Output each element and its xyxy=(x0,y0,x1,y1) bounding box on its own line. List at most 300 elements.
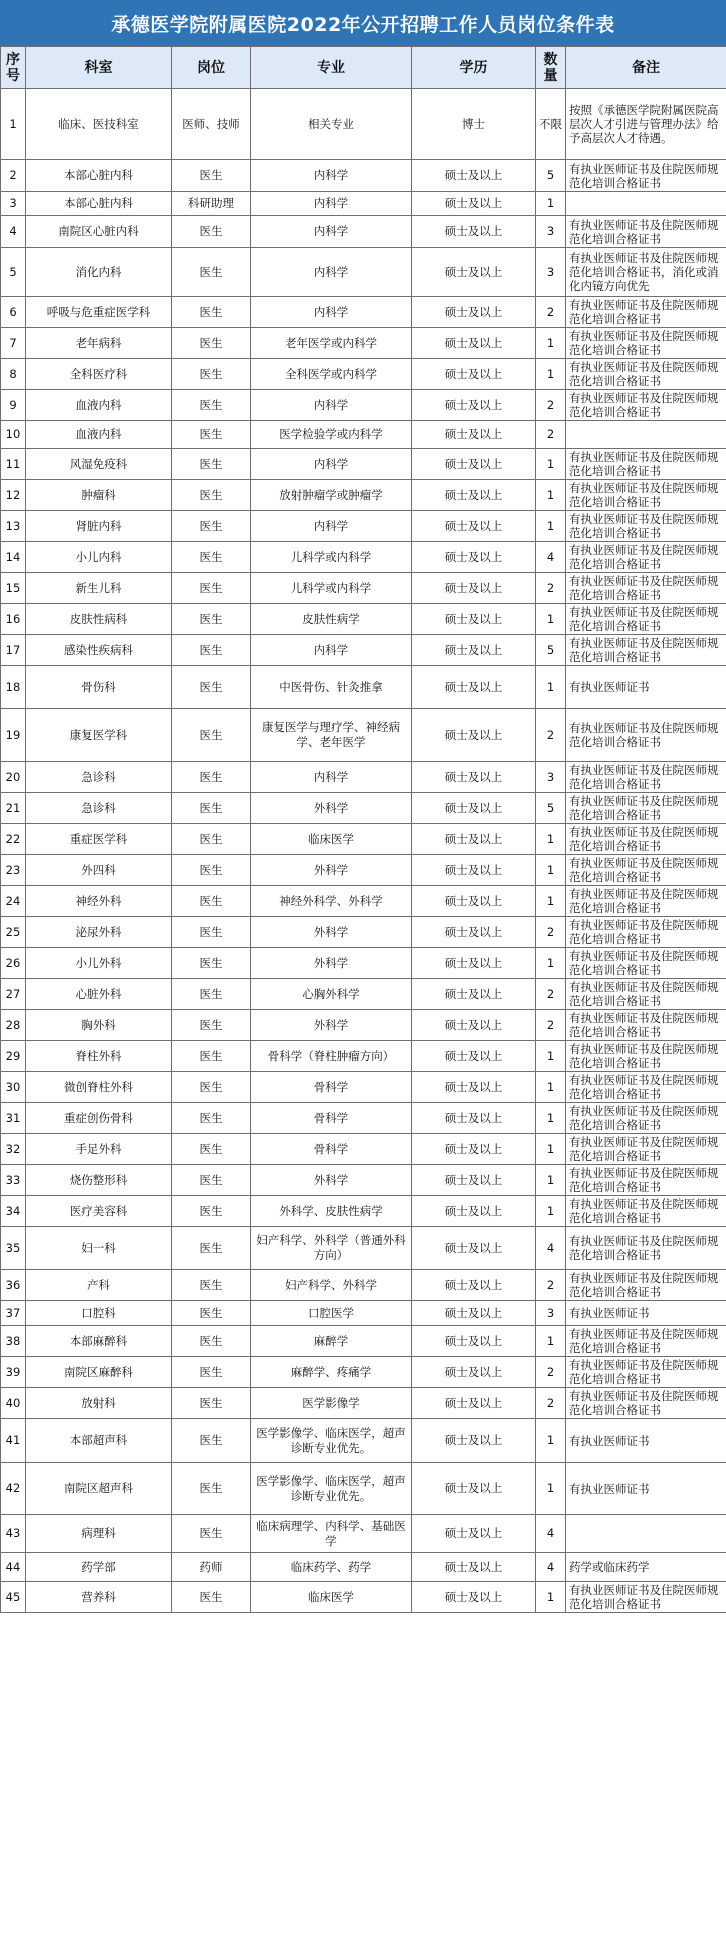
cell-post: 医生 xyxy=(172,421,251,449)
cell-dept: 本部麻醉科 xyxy=(26,1326,172,1357)
cell-note: 有执业医师证书及住院医师规范化培训合格证书 xyxy=(566,511,726,542)
cell-dept: 外四科 xyxy=(26,855,172,886)
table-row xyxy=(1,1227,726,1270)
cell-qty: 2 xyxy=(536,1270,566,1301)
cell-edu: 硕士及以上 xyxy=(412,359,536,390)
table-row xyxy=(1,1582,726,1613)
cell-edu: 硕士及以上 xyxy=(412,979,536,1010)
cell-dept: 手足外科 xyxy=(26,1134,172,1165)
cell-post: 医生 xyxy=(172,1270,251,1301)
header-edu: 学历 xyxy=(412,47,536,89)
cell-dept: 烧伤整形科 xyxy=(26,1165,172,1196)
cell-note: 有执业医师证书及住院医师规范化培训合格证书 xyxy=(566,1041,726,1072)
cell-dept: 骨伤科 xyxy=(26,666,172,709)
cell-major: 康复医学与理疗学、神经病学、老年医学 xyxy=(251,709,412,762)
cell-post: 医生 xyxy=(172,160,251,192)
cell-major: 口腔医学 xyxy=(251,1301,412,1326)
table-row xyxy=(1,917,726,948)
cell-dept: 临床、医技科室 xyxy=(26,89,172,160)
table-row xyxy=(1,793,726,824)
cell-dept: 医疗美容科 xyxy=(26,1196,172,1227)
cell-note: 有执业医师证书及住院医师规范化培训合格证书 xyxy=(566,917,726,948)
cell-edu: 硕士及以上 xyxy=(412,421,536,449)
cell-dept: 呼吸与危重症医学科 xyxy=(26,297,172,328)
cell-post: 医生 xyxy=(172,666,251,709)
cell-post: 医生 xyxy=(172,635,251,666)
cell-note: 有执业医师证书及住院医师规范化培训合格证书 xyxy=(566,1270,726,1301)
cell-edu: 硕士及以上 xyxy=(412,1103,536,1134)
cell-note: 有执业医师证书及住院医师规范化培训合格证书 xyxy=(566,1134,726,1165)
cell-dept: 心脏外科 xyxy=(26,979,172,1010)
cell-qty: 1 xyxy=(536,1196,566,1227)
cell-qty: 1 xyxy=(536,1041,566,1072)
cell-edu: 硕士及以上 xyxy=(412,1388,536,1419)
cell-no: 41 xyxy=(1,1419,26,1463)
cell-edu: 硕士及以上 xyxy=(412,855,536,886)
cell-dept: 本部心脏内科 xyxy=(26,160,172,192)
cell-no: 42 xyxy=(1,1463,26,1515)
cell-major: 心胸外科学 xyxy=(251,979,412,1010)
cell-major: 内科学 xyxy=(251,297,412,328)
cell-note: 有执业医师证书及住院医师规范化培训合格证书 xyxy=(566,480,726,511)
cell-no: 20 xyxy=(1,762,26,793)
cell-note: 有执业医师证书及住院医师规范化培训合格证书 xyxy=(566,762,726,793)
cell-note: 有执业医师证书及住院医师规范化培训合格证书 xyxy=(566,793,726,824)
cell-edu: 硕士及以上 xyxy=(412,1582,536,1613)
cell-major: 妇产科学、外科学（普通外科方向） xyxy=(251,1227,412,1270)
table-row xyxy=(1,1270,726,1301)
cell-major: 外科学 xyxy=(251,948,412,979)
cell-edu: 硕士及以上 xyxy=(412,1301,536,1326)
cell-major: 医学影像学、临床医学，超声诊断专业优先。 xyxy=(251,1419,412,1463)
cell-no: 19 xyxy=(1,709,26,762)
cell-major: 老年医学或内科学 xyxy=(251,328,412,359)
cell-major: 相关专业 xyxy=(251,89,412,160)
cell-qty: 1 xyxy=(536,449,566,480)
cell-major: 内科学 xyxy=(251,248,412,297)
cell-no: 33 xyxy=(1,1165,26,1196)
cell-no: 32 xyxy=(1,1134,26,1165)
cell-dept: 胸外科 xyxy=(26,1010,172,1041)
cell-no: 13 xyxy=(1,511,26,542)
cell-major: 内科学 xyxy=(251,192,412,216)
table-row xyxy=(1,390,726,421)
table-row xyxy=(1,449,726,480)
cell-dept: 急诊科 xyxy=(26,793,172,824)
cell-post: 医生 xyxy=(172,1041,251,1072)
cell-edu: 硕士及以上 xyxy=(412,886,536,917)
cell-post: 医生 xyxy=(172,1165,251,1196)
cell-dept: 老年病科 xyxy=(26,328,172,359)
cell-edu: 硕士及以上 xyxy=(412,511,536,542)
cell-dept: 小儿外科 xyxy=(26,948,172,979)
header-major: 专业 xyxy=(251,47,412,89)
cell-post: 医生 xyxy=(172,1419,251,1463)
cell-major: 外科学 xyxy=(251,917,412,948)
cell-qty: 不限 xyxy=(536,89,566,160)
table-row xyxy=(1,1326,726,1357)
cell-dept: 重症创伤骨科 xyxy=(26,1103,172,1134)
table-row xyxy=(1,1196,726,1227)
cell-edu: 硕士及以上 xyxy=(412,573,536,604)
cell-dept: 本部超声科 xyxy=(26,1419,172,1463)
cell-no: 35 xyxy=(1,1227,26,1270)
cell-note: 按照《承德医学院附属医院高层次人才引进与管理办法》给予高层次人才待遇。 xyxy=(566,89,726,160)
cell-qty: 2 xyxy=(536,1010,566,1041)
cell-major: 外科学、皮肤性病学 xyxy=(251,1196,412,1227)
cell-major: 医学检验学或内科学 xyxy=(251,421,412,449)
table-header-row xyxy=(1,47,726,89)
cell-qty: 5 xyxy=(536,793,566,824)
cell-dept: 病理科 xyxy=(26,1515,172,1553)
cell-qty: 1 xyxy=(536,1072,566,1103)
cell-note: 有执业医师证书及住院医师规范化培训合格证书 xyxy=(566,824,726,855)
cell-no: 31 xyxy=(1,1103,26,1134)
cell-note: 有执业医师证书及住院医师规范化培训合格证书 xyxy=(566,542,726,573)
cell-note: 有执业医师证书 xyxy=(566,666,726,709)
cell-edu: 硕士及以上 xyxy=(412,635,536,666)
cell-post: 医生 xyxy=(172,1134,251,1165)
cell-no: 17 xyxy=(1,635,26,666)
cell-edu: 博士 xyxy=(412,89,536,160)
cell-qty: 1 xyxy=(536,855,566,886)
cell-qty: 4 xyxy=(536,1515,566,1553)
cell-major: 内科学 xyxy=(251,390,412,421)
cell-qty: 1 xyxy=(536,948,566,979)
cell-dept: 脊柱外科 xyxy=(26,1041,172,1072)
cell-edu: 硕士及以上 xyxy=(412,1196,536,1227)
cell-post: 医生 xyxy=(172,1388,251,1419)
cell-no: 36 xyxy=(1,1270,26,1301)
cell-no: 10 xyxy=(1,421,26,449)
cell-major: 儿科学或内科学 xyxy=(251,573,412,604)
cell-note: 有执业医师证书及住院医师规范化培训合格证书 xyxy=(566,573,726,604)
cell-major: 麻醉学、疼痛学 xyxy=(251,1357,412,1388)
table-row xyxy=(1,1463,726,1515)
cell-qty: 1 xyxy=(536,1419,566,1463)
cell-dept: 急诊科 xyxy=(26,762,172,793)
cell-major: 医学影像学 xyxy=(251,1388,412,1419)
cell-major: 外科学 xyxy=(251,855,412,886)
cell-note: 有执业医师证书及住院医师规范化培训合格证书 xyxy=(566,948,726,979)
cell-qty: 2 xyxy=(536,709,566,762)
page-title: 承德医学院附属医院2022年公开招聘工作人员岗位条件表 xyxy=(0,0,726,47)
cell-no: 37 xyxy=(1,1301,26,1326)
cell-edu: 硕士及以上 xyxy=(412,793,536,824)
cell-note: 有执业医师证书 xyxy=(566,1301,726,1326)
cell-edu: 硕士及以上 xyxy=(412,666,536,709)
table-row xyxy=(1,1134,726,1165)
header-qty: 数量 xyxy=(536,47,566,89)
cell-post: 医生 xyxy=(172,1196,251,1227)
table-row xyxy=(1,248,726,297)
cell-qty: 1 xyxy=(536,1582,566,1613)
cell-major: 内科学 xyxy=(251,511,412,542)
cell-major: 中医骨伤、针灸推拿 xyxy=(251,666,412,709)
table-row xyxy=(1,297,726,328)
cell-qty: 2 xyxy=(536,1388,566,1419)
cell-dept: 血液内科 xyxy=(26,390,172,421)
cell-post: 医生 xyxy=(172,886,251,917)
cell-qty: 2 xyxy=(536,421,566,449)
table-row xyxy=(1,886,726,917)
cell-note: 有执业医师证书及住院医师规范化培训合格证书，消化或消化内镜方向优先 xyxy=(566,248,726,297)
cell-edu: 硕士及以上 xyxy=(412,1463,536,1515)
table-row xyxy=(1,979,726,1010)
cell-post: 医生 xyxy=(172,793,251,824)
cell-no: 15 xyxy=(1,573,26,604)
cell-edu: 硕士及以上 xyxy=(412,1165,536,1196)
cell-qty: 1 xyxy=(536,604,566,635)
table-row xyxy=(1,89,726,160)
cell-post: 医生 xyxy=(172,917,251,948)
cell-qty: 2 xyxy=(536,1357,566,1388)
table-row xyxy=(1,511,726,542)
cell-post: 医生 xyxy=(172,1326,251,1357)
cell-no: 26 xyxy=(1,948,26,979)
cell-note: 有执业医师证书及住院医师规范化培训合格证书 xyxy=(566,604,726,635)
cell-major: 外科学 xyxy=(251,1165,412,1196)
cell-dept: 微创脊柱外科 xyxy=(26,1072,172,1103)
cell-dept: 风湿免疫科 xyxy=(26,449,172,480)
cell-post: 医生 xyxy=(172,855,251,886)
cell-qty: 2 xyxy=(536,390,566,421)
cell-qty: 5 xyxy=(536,160,566,192)
cell-edu: 硕士及以上 xyxy=(412,297,536,328)
cell-qty: 4 xyxy=(536,1227,566,1270)
cell-edu: 硕士及以上 xyxy=(412,762,536,793)
cell-note: 有执业医师证书及住院医师规范化培训合格证书 xyxy=(566,1357,726,1388)
cell-qty: 2 xyxy=(536,979,566,1010)
cell-note: 有执业医师证书 xyxy=(566,1419,726,1463)
cell-post: 医生 xyxy=(172,573,251,604)
cell-no: 7 xyxy=(1,328,26,359)
cell-dept: 感染性疾病科 xyxy=(26,635,172,666)
cell-dept: 肿瘤科 xyxy=(26,480,172,511)
cell-post: 医生 xyxy=(172,604,251,635)
cell-dept: 放射科 xyxy=(26,1388,172,1419)
cell-note: 有执业医师证书及住院医师规范化培训合格证书 xyxy=(566,709,726,762)
recruitment-table xyxy=(0,46,726,1613)
cell-major: 内科学 xyxy=(251,635,412,666)
cell-edu: 硕士及以上 xyxy=(412,1553,536,1582)
cell-qty: 3 xyxy=(536,248,566,297)
cell-post: 医生 xyxy=(172,359,251,390)
cell-post: 医生 xyxy=(172,1515,251,1553)
cell-dept: 营养科 xyxy=(26,1582,172,1613)
cell-note: 有执业医师证书及住院医师规范化培训合格证书 xyxy=(566,979,726,1010)
cell-dept: 皮肤性病科 xyxy=(26,604,172,635)
cell-note: 有执业医师证书及住院医师规范化培训合格证书 xyxy=(566,1388,726,1419)
cell-qty: 1 xyxy=(536,1165,566,1196)
cell-no: 27 xyxy=(1,979,26,1010)
cell-dept: 产科 xyxy=(26,1270,172,1301)
cell-post: 医生 xyxy=(172,328,251,359)
cell-edu: 硕士及以上 xyxy=(412,248,536,297)
table-row xyxy=(1,1041,726,1072)
cell-major: 内科学 xyxy=(251,762,412,793)
cell-dept: 神经外科 xyxy=(26,886,172,917)
cell-qty: 1 xyxy=(536,511,566,542)
cell-post: 医生 xyxy=(172,948,251,979)
cell-dept: 南院区麻醉科 xyxy=(26,1357,172,1388)
cell-no: 44 xyxy=(1,1553,26,1582)
cell-edu: 硕士及以上 xyxy=(412,1134,536,1165)
cell-major: 骨科学 xyxy=(251,1134,412,1165)
cell-note: 有执业医师证书及住院医师规范化培训合格证书 xyxy=(566,359,726,390)
cell-major: 皮肤性病学 xyxy=(251,604,412,635)
cell-major: 临床病理学、内科学、基础医学 xyxy=(251,1515,412,1553)
cell-post: 医生 xyxy=(172,1072,251,1103)
cell-dept: 泌尿外科 xyxy=(26,917,172,948)
cell-post: 医生 xyxy=(172,1227,251,1270)
cell-edu: 硕士及以上 xyxy=(412,542,536,573)
cell-note: 有执业医师证书及住院医师规范化培训合格证书 xyxy=(566,449,726,480)
table-row xyxy=(1,1419,726,1463)
table-row xyxy=(1,328,726,359)
cell-note: 有执业医师证书及住院医师规范化培训合格证书 xyxy=(566,1010,726,1041)
cell-major: 临床药学、药学 xyxy=(251,1553,412,1582)
table-body xyxy=(1,89,726,1613)
cell-qty: 1 xyxy=(536,328,566,359)
cell-edu: 硕士及以上 xyxy=(412,824,536,855)
cell-note: 有执业医师证书及住院医师规范化培训合格证书 xyxy=(566,635,726,666)
cell-qty: 3 xyxy=(536,762,566,793)
table-row xyxy=(1,635,726,666)
cell-no: 34 xyxy=(1,1196,26,1227)
cell-edu: 硕士及以上 xyxy=(412,328,536,359)
cell-no: 11 xyxy=(1,449,26,480)
cell-dept: 血液内科 xyxy=(26,421,172,449)
cell-no: 45 xyxy=(1,1582,26,1613)
header-note: 备注 xyxy=(566,47,726,89)
cell-no: 5 xyxy=(1,248,26,297)
table-row xyxy=(1,1515,726,1553)
cell-no: 8 xyxy=(1,359,26,390)
cell-major: 儿科学或内科学 xyxy=(251,542,412,573)
cell-edu: 硕士及以上 xyxy=(412,1326,536,1357)
cell-no: 1 xyxy=(1,89,26,160)
cell-no: 14 xyxy=(1,542,26,573)
table-row xyxy=(1,604,726,635)
cell-note: 有执业医师证书及住院医师规范化培训合格证书 xyxy=(566,328,726,359)
table-row xyxy=(1,1072,726,1103)
cell-note: 有执业医师证书及住院医师规范化培训合格证书 xyxy=(566,216,726,248)
cell-no: 39 xyxy=(1,1357,26,1388)
header-post: 岗位 xyxy=(172,47,251,89)
cell-dept: 消化内科 xyxy=(26,248,172,297)
table-row xyxy=(1,824,726,855)
cell-post: 医生 xyxy=(172,824,251,855)
table-row xyxy=(1,1301,726,1326)
cell-no: 30 xyxy=(1,1072,26,1103)
cell-dept: 南院区心脏内科 xyxy=(26,216,172,248)
table-row xyxy=(1,1388,726,1419)
cell-major: 麻醉学 xyxy=(251,1326,412,1357)
cell-post: 医生 xyxy=(172,979,251,1010)
cell-edu: 硕士及以上 xyxy=(412,160,536,192)
cell-note: 有执业医师证书及住院医师规范化培训合格证书 xyxy=(566,1196,726,1227)
cell-no: 12 xyxy=(1,480,26,511)
table-row xyxy=(1,709,726,762)
cell-qty: 4 xyxy=(536,542,566,573)
cell-qty: 1 xyxy=(536,886,566,917)
cell-edu: 硕士及以上 xyxy=(412,192,536,216)
cell-edu: 硕士及以上 xyxy=(412,216,536,248)
cell-major: 外科学 xyxy=(251,793,412,824)
cell-note: 有执业医师证书及住院医师规范化培训合格证书 xyxy=(566,390,726,421)
table-row xyxy=(1,542,726,573)
cell-edu: 硕士及以上 xyxy=(412,604,536,635)
cell-qty: 2 xyxy=(536,297,566,328)
header-dept: 科室 xyxy=(26,47,172,89)
table-row xyxy=(1,573,726,604)
cell-no: 2 xyxy=(1,160,26,192)
cell-major: 骨科学（脊柱肿瘤方向） xyxy=(251,1041,412,1072)
cell-note: 有执业医师证书及住院医师规范化培训合格证书 xyxy=(566,1326,726,1357)
header-no: 序号 xyxy=(1,47,26,89)
cell-dept: 口腔科 xyxy=(26,1301,172,1326)
cell-edu: 硕士及以上 xyxy=(412,1227,536,1270)
cell-note: 有执业医师证书及住院医师规范化培训合格证书 xyxy=(566,855,726,886)
cell-no: 6 xyxy=(1,297,26,328)
cell-post: 医生 xyxy=(172,449,251,480)
cell-major: 内科学 xyxy=(251,160,412,192)
cell-qty: 1 xyxy=(536,1103,566,1134)
cell-major: 外科学 xyxy=(251,1010,412,1041)
table-row xyxy=(1,1165,726,1196)
cell-qty: 2 xyxy=(536,573,566,604)
table-row xyxy=(1,1010,726,1041)
cell-major: 全科医学或内科学 xyxy=(251,359,412,390)
cell-no: 3 xyxy=(1,192,26,216)
cell-post: 医生 xyxy=(172,480,251,511)
table-row xyxy=(1,192,726,216)
cell-major: 临床医学 xyxy=(251,1582,412,1613)
cell-note: 有执业医师证书及住院医师规范化培训合格证书 xyxy=(566,1227,726,1270)
cell-dept: 妇一科 xyxy=(26,1227,172,1270)
cell-post: 医生 xyxy=(172,1582,251,1613)
cell-major: 骨科学 xyxy=(251,1103,412,1134)
cell-note xyxy=(566,192,726,216)
cell-note: 有执业医师证书及住院医师规范化培训合格证书 xyxy=(566,1165,726,1196)
cell-note xyxy=(566,1515,726,1553)
cell-edu: 硕士及以上 xyxy=(412,1357,536,1388)
cell-qty: 1 xyxy=(536,1134,566,1165)
cell-post: 医生 xyxy=(172,390,251,421)
cell-qty: 1 xyxy=(536,824,566,855)
cell-dept: 本部心脏内科 xyxy=(26,192,172,216)
cell-edu: 硕士及以上 xyxy=(412,948,536,979)
cell-dept: 小儿内科 xyxy=(26,542,172,573)
cell-note: 有执业医师证书及住院医师规范化培训合格证书 xyxy=(566,1582,726,1613)
cell-note: 有执业医师证书及住院医师规范化培训合格证书 xyxy=(566,1072,726,1103)
table-row xyxy=(1,762,726,793)
cell-qty: 1 xyxy=(536,192,566,216)
cell-post: 药师 xyxy=(172,1553,251,1582)
cell-qty: 3 xyxy=(536,216,566,248)
table-row xyxy=(1,1553,726,1582)
cell-no: 23 xyxy=(1,855,26,886)
cell-post: 医生 xyxy=(172,216,251,248)
cell-post: 医师、技师 xyxy=(172,89,251,160)
cell-major: 医学影像学、临床医学，超声诊断专业优先。 xyxy=(251,1463,412,1515)
table-row xyxy=(1,421,726,449)
cell-dept: 康复医学科 xyxy=(26,709,172,762)
table-row xyxy=(1,855,726,886)
cell-major: 内科学 xyxy=(251,216,412,248)
cell-note: 有执业医师证书及住院医师规范化培训合格证书 xyxy=(566,160,726,192)
